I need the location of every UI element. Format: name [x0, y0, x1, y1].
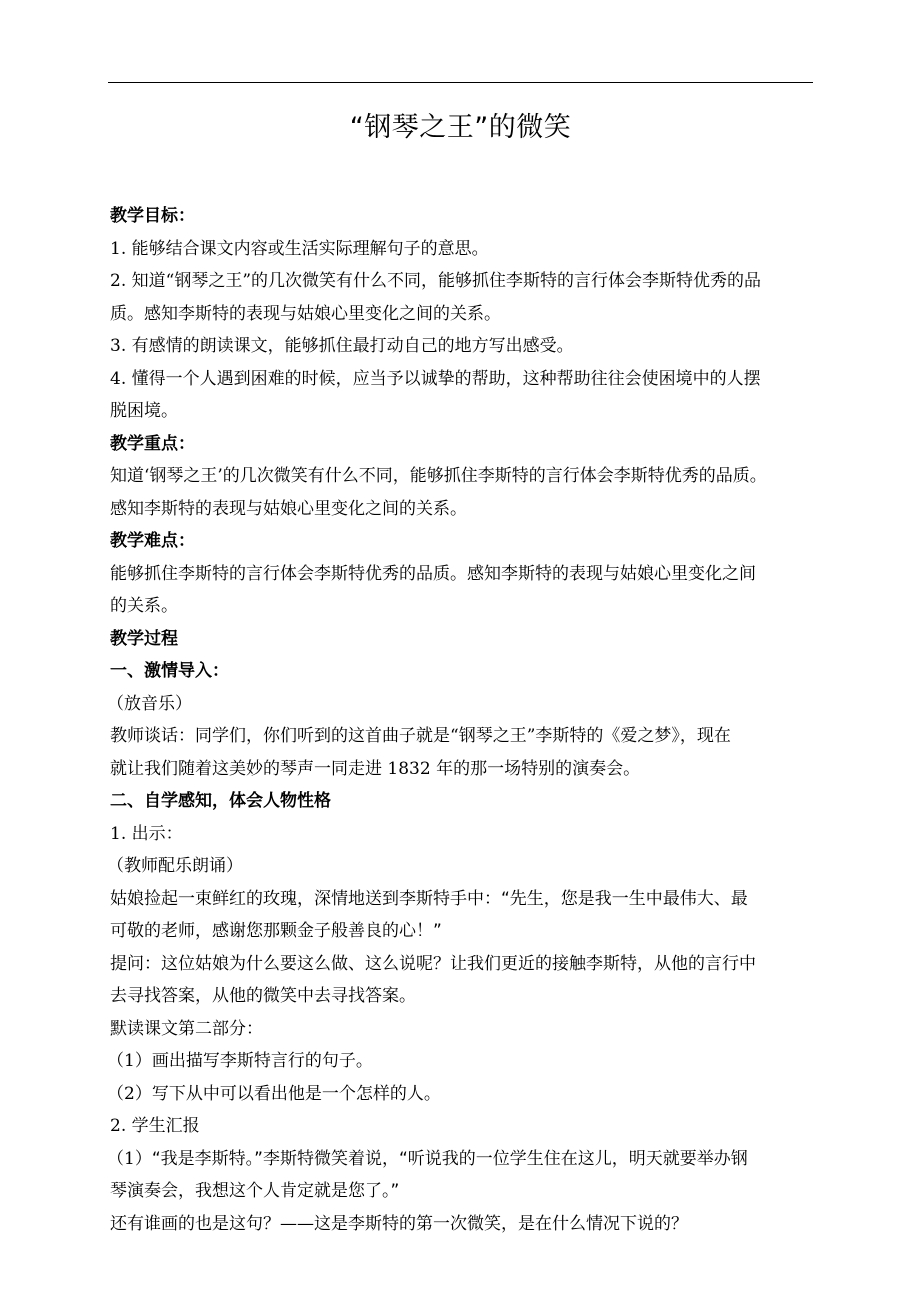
document-body: [107, 200, 815, 1240]
quote-line-2: 可敬的老师，感谢您那颗金子般善良的心！”: [110, 921, 442, 941]
difficulties-line-1: 能够抓住李斯特的言行体会李斯特优秀的品质。感知李斯特的表现与姑娘心里变化之间: [110, 563, 756, 584]
report-prefix: （1）: [107, 1148, 152, 1169]
section-2-note: （教师配乐朗诵）: [107, 856, 243, 876]
objective-item-2-line-1: 2. 知道“钢琴之王”的几次微笑有什么不同，能够抓住李斯特的言行体会李斯特优秀的品: [110, 271, 762, 291]
section-1-talk-line-2: 就让我们随着这美妙的琴声一同走进 1832 年的那一场特别的演奏会。: [110, 758, 641, 779]
question-line-2: 去寻找答案，从他的微笑中去寻找答案。: [110, 986, 416, 1006]
section-2-step-2: 2. 学生汇报: [110, 1116, 200, 1136]
key-points-line-1: 知道‘钢琴之王’的几次微笑有什么不同，能够抓住李斯特的言行体会李斯特优秀的品质。: [110, 466, 767, 486]
report-quote-line-1: “我是李斯特。”李斯特微笑着说，“听说我的一位学生住在这儿，明天就要举办钢: [151, 1148, 748, 1169]
header-rule: [108, 82, 813, 83]
key-points-line-2: 感知李斯特的表现与姑娘心里变化之间的关系。: [110, 498, 467, 519]
task-1: （1）画出描写李斯特言行的句子。: [107, 1051, 373, 1071]
section-2-step-1: 1. 出示：: [110, 823, 183, 844]
difficulties-heading: 教学难点：: [110, 531, 195, 551]
followup-question: 还有谁画的也是这句？——这是李斯特的第一次微笑，是在什么情况下说的？: [110, 1213, 688, 1234]
section-1-heading: 一、激情导入：: [110, 661, 229, 681]
report-line-1: [107, 1143, 815, 1176]
process-heading: 教学过程: [110, 628, 178, 649]
objectives-heading: 教学目标：: [110, 206, 195, 226]
objective-item-3: 3. 有感情的朗读课文，能够抓住最打动自己的地方写出感受。: [110, 336, 574, 356]
section-2-heading: 二、自学感知，体会人物性格: [110, 791, 331, 811]
reading-instruction: 默读课文第二部分：: [110, 1018, 263, 1039]
document-title: “钢琴之王”的微笑: [349, 112, 572, 143]
report-quote-line-2: 琴演奏会，我想这个人肯定就是您了。”: [110, 1181, 400, 1201]
quote-line-1: 姑娘捡起一束鲜红的玫瑰，深情地送到李斯特手中：“先生，您是我一生中最伟大、最: [110, 888, 748, 909]
objective-item-1: 1. 能够结合课文内容或生活实际理解句子的意思。: [110, 238, 489, 259]
objective-item-4-line-2: 脱困境。: [110, 401, 178, 421]
difficulties-line-2: 的关系。: [110, 596, 178, 616]
objective-item-4-line-1: 4. 懂得一个人遇到困难的时候，应当予以诚挚的帮助，这种帮助往往会使困境中的人摆: [110, 368, 761, 389]
section-1-talk-line-1: 教师谈话：同学们，你们听到的这首曲子就是“钢琴之王”李斯特的《爱之梦》，现在: [110, 726, 731, 746]
section-1-note: （放音乐）: [107, 693, 192, 714]
question-line-1: 提问：这位姑娘为什么要这么做、这么说呢？让我们更近的接触李斯特，从他的言行中: [110, 953, 756, 974]
task-2: （2）写下从中可以看出他是一个怎样的人。: [107, 1083, 441, 1104]
objective-item-2-line-2: 质。感知李斯特的表现与姑娘心里变化之间的关系。: [110, 303, 501, 324]
key-points-heading: 教学重点：: [110, 433, 195, 454]
